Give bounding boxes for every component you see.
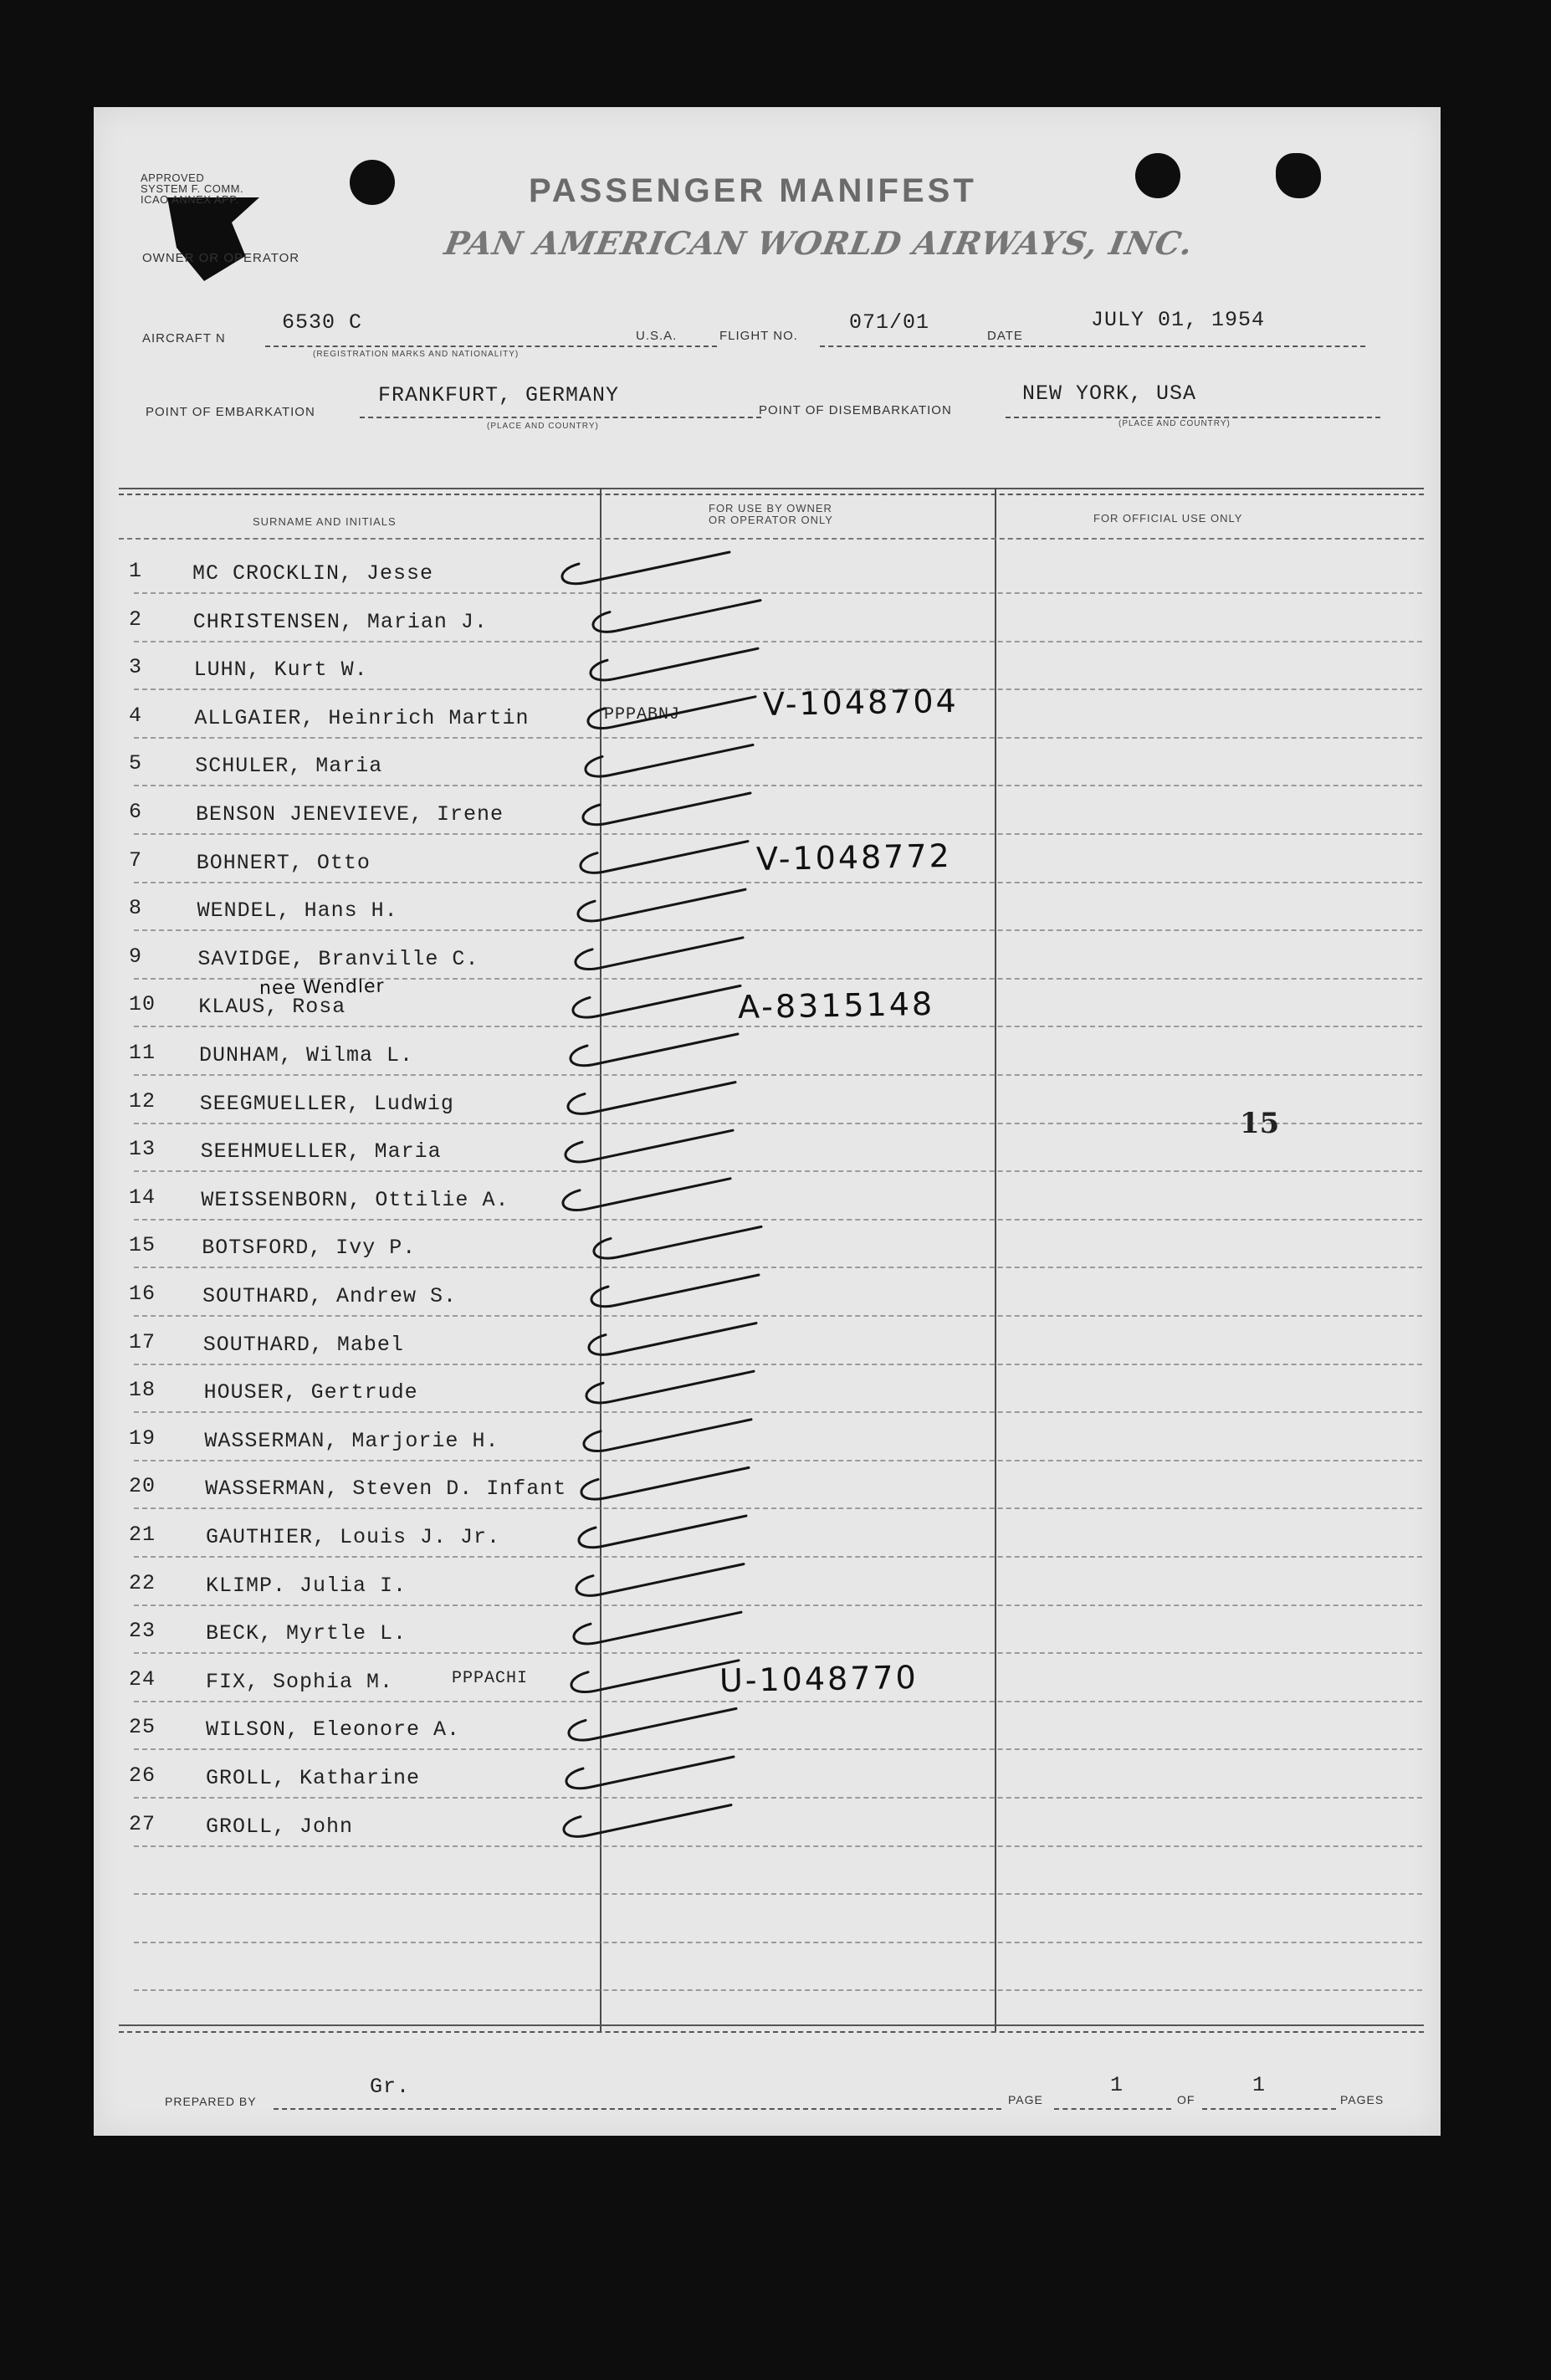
row-divider <box>134 1748 1422 1750</box>
check-mark <box>591 648 758 680</box>
embark-note: (PLACE AND COUNTRY) <box>487 422 599 431</box>
row-divider <box>134 1267 1422 1268</box>
check-mark <box>591 1275 759 1307</box>
row-divider <box>134 1797 1422 1799</box>
check-mark <box>566 1130 733 1162</box>
row-divider <box>134 592 1422 594</box>
passenger-name: WASSERMAN, Steven D. Infant <box>205 1477 567 1502</box>
aircraft-value: 6530 C <box>282 310 363 335</box>
row-number: 10 <box>129 992 156 1017</box>
prepared-label: PREPARED BY <box>165 2095 257 2108</box>
check-mark <box>566 1757 734 1789</box>
row-number: 17 <box>129 1329 156 1354</box>
row-divider <box>134 882 1422 883</box>
row-divider <box>134 785 1422 786</box>
row-divider <box>134 1845 1422 1847</box>
row-divider <box>134 1605 1422 1606</box>
row-divider <box>134 1893 1422 1895</box>
handwritten-name-note: nee Wendler <box>258 975 385 1000</box>
check-mark <box>594 1226 761 1258</box>
passenger-name: KLIMP. Julia I. <box>206 1573 407 1598</box>
row-divider <box>134 1170 1422 1172</box>
row-divider <box>134 1123 1422 1124</box>
passenger-name: SAVIDGE, Branville C. <box>197 946 479 971</box>
row-number: 23 <box>129 1619 156 1644</box>
flight-label: FLIGHT NO. <box>719 329 798 343</box>
row-number: 9 <box>129 944 143 969</box>
passenger-name: GAUTHIER, Louis J. Jr. <box>206 1525 501 1549</box>
row-divider <box>134 1942 1422 1943</box>
row-number: 18 <box>129 1378 156 1403</box>
row-divider <box>134 1364 1422 1365</box>
page-label: PAGE <box>1008 2093 1043 2106</box>
col-owner-header-1: FOR USE BY OWNER <box>709 502 832 514</box>
row-number: 3 <box>129 655 143 680</box>
passenger-name: ALLGAIER, Heinrich Martin <box>194 705 530 730</box>
row-divider <box>134 1652 1422 1654</box>
passenger-name: SCHULER, Maria <box>195 754 383 779</box>
row-number: 22 <box>129 1570 156 1595</box>
passenger-name: SOUTHARD, Andrew S. <box>202 1284 458 1308</box>
handwritten-visa-row10: A-8315148 <box>737 985 935 1026</box>
passenger-name: GROLL, Katharine <box>206 1766 421 1790</box>
check-mark <box>581 842 748 873</box>
row-number: 20 <box>129 1474 156 1499</box>
row-divider <box>134 1507 1422 1509</box>
punch-hole <box>1276 153 1321 198</box>
passenger-name: SEEGMUELLER, Ludwig <box>199 1091 454 1116</box>
passport-code: PPPACHI <box>452 1668 529 1688</box>
check-mark <box>581 1467 749 1499</box>
col-surname-header: SURNAME AND INITIALS <box>253 515 397 528</box>
row-number: 21 <box>129 1523 156 1547</box>
row-divider <box>134 1989 1422 1991</box>
col-owner-header-2: OR OPERATOR ONLY <box>709 514 833 526</box>
row-number: 13 <box>129 1137 156 1162</box>
passenger-name: SEEHMUELLER, Maria <box>200 1139 442 1164</box>
row-divider <box>134 833 1422 835</box>
official-count: 15 <box>1240 1107 1280 1140</box>
approval-stamp: APPROVED SYSTEM F. COMM. ICAO ANNEX APP. <box>141 171 244 206</box>
date-value: JULY 01, 1954 <box>1091 308 1266 332</box>
airline-name: PAN AMERICAN WORLD AIRWAYS, INC. <box>442 224 1196 262</box>
row-number: 15 <box>129 1233 156 1258</box>
page-title: PASSENGER MANIFEST <box>529 172 977 209</box>
passenger-name: CHRISTENSEN, Marian J. <box>192 609 488 634</box>
passenger-name: WENDEL, Hans H. <box>197 898 398 924</box>
disembark-label: POINT OF DISEMBARKATION <box>759 403 952 417</box>
punch-hole <box>350 160 395 205</box>
check-mark <box>586 1371 754 1403</box>
passenger-name: BENSON JENEVIEVE, Irene <box>196 802 504 827</box>
disembark-value: NEW YORK, USA <box>1022 381 1197 406</box>
row-number: 16 <box>129 1282 156 1306</box>
row-divider <box>134 1460 1422 1461</box>
row-number: 2 <box>129 607 143 632</box>
check-mark <box>586 745 753 776</box>
passenger-name: FIX, Sophia M. <box>206 1669 394 1694</box>
of-label: OF <box>1177 2093 1195 2106</box>
row-divider <box>134 929 1422 931</box>
passenger-name: MC CROCKLIN, Jesse <box>192 561 434 586</box>
prepared-value: Gr. <box>370 2075 411 2099</box>
row-number: 8 <box>129 896 143 921</box>
row-divider <box>134 1411 1422 1413</box>
row-divider <box>134 1556 1422 1558</box>
check-mark <box>569 1708 736 1740</box>
aircraft-label: AIRCRAFT N <box>142 331 226 345</box>
row-divider <box>134 1026 1422 1027</box>
passenger-name: KLAUS, Rosa <box>198 995 346 1020</box>
row-number: 1 <box>129 559 143 583</box>
pages-label: PAGES <box>1340 2093 1385 2106</box>
punch-hole <box>1135 153 1180 198</box>
row-number: 4 <box>129 703 143 728</box>
row-number: 25 <box>129 1715 156 1740</box>
passenger-name: WASSERMAN, Marjorie H. <box>204 1428 499 1453</box>
check-mark <box>593 601 760 632</box>
check-mark <box>571 1034 738 1066</box>
row-divider <box>134 1074 1422 1076</box>
row-number: 26 <box>129 1763 156 1788</box>
check-mark <box>568 1083 735 1114</box>
row-number: 12 <box>129 1088 156 1113</box>
row-number: 14 <box>129 1185 156 1210</box>
embark-label: POINT OF EMBARKATION <box>146 405 315 419</box>
disembark-note: (PLACE AND COUNTRY) <box>1118 419 1231 428</box>
row-number: 6 <box>129 800 143 824</box>
row-number: 24 <box>129 1666 156 1692</box>
owner-label: OWNER OR OPERATOR <box>142 251 300 265</box>
handwritten-visa-row4: V-1048704 <box>762 682 960 724</box>
passenger-name: GROLL, John <box>206 1814 354 1839</box>
check-mark <box>583 793 750 825</box>
passenger-name: BECK, Myrtle L. <box>206 1621 407 1646</box>
passenger-name: SOUTHARD, Mabel <box>202 1332 404 1357</box>
torn-corner <box>167 197 259 281</box>
passenger-name: DUNHAM, Wilma L. <box>199 1043 414 1067</box>
handwritten-visa-row7: V-1048772 <box>755 837 953 878</box>
row-number: 5 <box>129 751 143 776</box>
passenger-name: BOHNERT, Otto <box>196 850 371 875</box>
row-divider <box>134 1219 1422 1221</box>
page-value: 1 <box>1110 2073 1124 2097</box>
check-mark <box>562 552 729 584</box>
check-mark <box>579 1516 746 1548</box>
col-official-header: FOR OFFICIAL USE ONLY <box>1093 512 1243 525</box>
row-number: 27 <box>129 1811 156 1836</box>
row-divider <box>134 1701 1422 1702</box>
date-label: DATE <box>987 329 1023 343</box>
check-mark <box>571 1661 739 1692</box>
registration-note: (REGISTRATION MARKS AND NATIONALITY) <box>313 350 520 359</box>
row-number: 11 <box>129 1041 156 1065</box>
check-mark <box>573 985 740 1017</box>
of-value: 1 <box>1252 2073 1267 2097</box>
passenger-name: WILSON, Eleonore A. <box>206 1717 461 1743</box>
passport-code: PPPABNJ <box>604 704 681 724</box>
row-divider <box>134 1315 1422 1317</box>
passenger-name: HOUSER, Gertrude <box>203 1380 418 1405</box>
passenger-name: LUHN, Kurt W. <box>193 658 368 683</box>
passenger-name: BOTSFORD, Ivy P. <box>202 1236 417 1261</box>
row-number: 7 <box>129 847 143 873</box>
manifest-sheet <box>94 107 1441 2136</box>
row-divider <box>134 641 1422 642</box>
passenger-name: WEISSENBORN, Ottilie A. <box>201 1187 509 1212</box>
check-mark <box>574 1612 741 1644</box>
flight-value: 071/01 <box>849 310 930 335</box>
handwritten-visa-row24: U-1048770 <box>719 1658 919 1700</box>
check-mark <box>578 889 745 921</box>
check-mark <box>564 1805 731 1837</box>
check-mark <box>584 1420 751 1451</box>
row-divider <box>134 737 1422 739</box>
check-mark <box>589 1323 756 1355</box>
embark-value: FRANKFURT, GERMANY <box>378 383 620 407</box>
row-number: 19 <box>129 1425 156 1451</box>
check-mark <box>563 1179 730 1210</box>
usa-label: U.S.A. <box>636 329 678 343</box>
